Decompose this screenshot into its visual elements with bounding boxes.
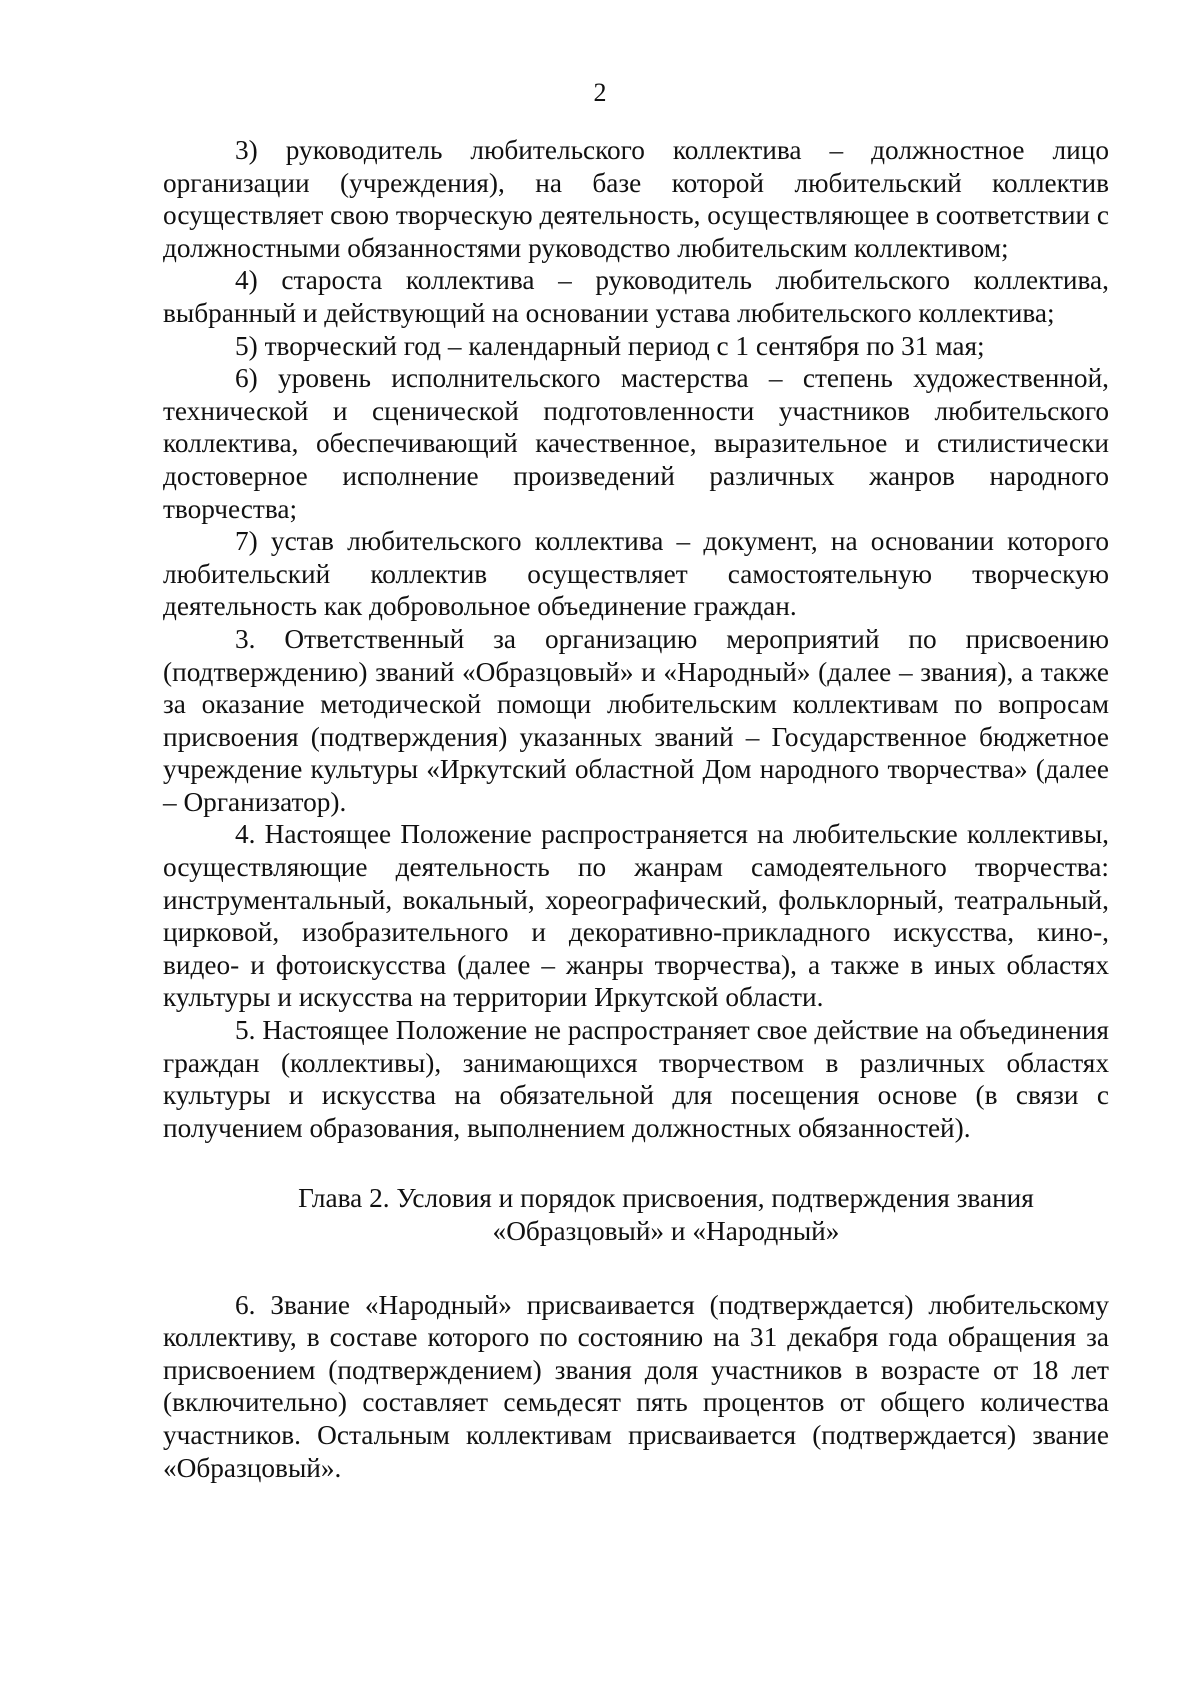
paragraph-item-6: 6) уровень исполнительского мастерства – степень художественной, технической и сценической подготовленности участников любительского коллектива, обеспечивающий качественное, выразительное и стилистически достоверное исполнение произведений различных жанров народного творчества; xyxy=(163,363,1109,524)
paragraph-clause-6: 6. Звание «Народный» присваивается (подтверждается) любительскому коллективу, в составе которого по состоянию на 31 декабря года обращения за присвоением (подтверждением) звания доля участников в возрасте от 18 лет (включительно) составляет семьдесят пять процентов от общего количества участников. Остальным коллективам присваивается (подтверждается) звание «Образцовый». xyxy=(163,1289,1109,1483)
paragraph-clause-3: 3. Ответственный за организацию мероприятий по присвоению (подтверждению) званий «Образцовый» и «Народный» (далее – звания), а также за оказание методической помощи любительским коллективам по вопросам присвоения (подтверждения) указанных званий – Государственное бюджетное учреждение культуры «Иркутский областной Дом народного творчества» (далее – Организатор). xyxy=(163,623,1109,817)
chapter-heading xyxy=(163,1182,1109,1247)
paragraph-item-3: 3) руководитель любительского коллектива – должностное лицо организации (учреждения), на базе которой любительский коллектив осуществляет свою творческую деятельность, осуществляющее в соответствии с должностными обязанностями руководство любительским коллективом; xyxy=(163,135,1109,263)
paragraph-item-5: 5) творческий год – календарный период с 1 сентября по 31 мая; xyxy=(235,330,985,361)
document-body xyxy=(163,134,1109,1484)
paragraph-item-4: 4) староста коллектива – руководитель любительского коллектива, выбранный и действующий на основании устава любительского коллектива; xyxy=(163,265,1109,328)
page-number: 2 xyxy=(593,78,607,107)
chapter-heading-line-2: «Образцовый» и «Народный» xyxy=(492,1216,840,1246)
paragraph-item-7: 7) устав любительского коллектива – документ, на основании которого любительский коллектив осуществляет самостоятельную творческую деятельность как добровольное объединение граждан. xyxy=(163,526,1109,622)
paragraph-clause-4: 4. Настоящее Положение распространяется на любительские коллективы, осуществляющие деятельность по жанрам самодеятельного творчества: инструментальный, вокальный, хореографический, фольклорный, театральный, цирковой, изобразительного и декоративно-прикладного искусства, кино-, видео- и фотоискусства (далее – жанры творчества), а также в иных областях культуры и искусства на территории Иркутской области. xyxy=(163,819,1109,1013)
chapter-heading-line-1: Глава 2. Условия и порядок присвоения, подтверждения звания xyxy=(298,1183,1034,1214)
paragraph-clause-5: 5. Настоящее Положение не распространяет свое действие на объединения граждан (коллективы), занимающихся творчеством в различных областях культуры и искусства на обязательной для посещения основе (в связи с получением образования, выполнением должностных обязанностей). xyxy=(163,1015,1109,1143)
